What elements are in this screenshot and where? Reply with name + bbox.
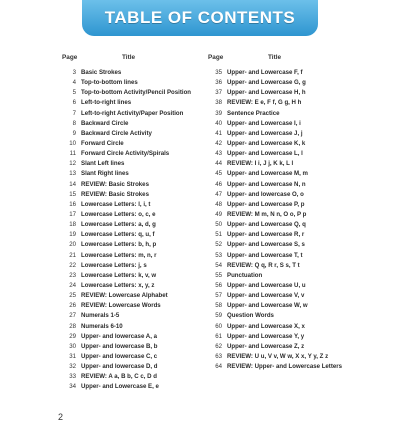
toc-entry-title: Lowercase Letters: m, n, r xyxy=(81,251,157,259)
title-column-label: Title xyxy=(268,54,282,61)
toc-page-number: 45 xyxy=(215,170,222,178)
toc-page-number: 16 xyxy=(69,200,76,208)
toc-entry-title: Upper- and lowercase C, c xyxy=(81,352,158,360)
toc-entry-title: Lowercase Letters: o, c, e xyxy=(81,210,156,218)
toc-page-number: 58 xyxy=(215,302,222,310)
toc-entry xyxy=(62,332,226,342)
column-header-right xyxy=(208,54,372,66)
toc-entry xyxy=(208,301,372,311)
title-banner xyxy=(82,0,318,36)
toc-entry xyxy=(208,200,372,210)
toc-entry xyxy=(62,200,226,210)
toc-entry-title: Lowercase Letters: l, i, t xyxy=(81,200,151,208)
toc-entry-title: Upper- and lowercase D, d xyxy=(81,363,158,371)
toc-entry-title: Question Words xyxy=(227,312,274,320)
toc-page-number: 33 xyxy=(69,373,76,381)
toc-page-number: 21 xyxy=(69,251,76,259)
toc-entry xyxy=(62,230,226,240)
toc-entry-title: REVIEW: Lowercase Words xyxy=(81,302,161,310)
toc-entry-title: Upper- and lowercase B, b xyxy=(81,342,158,350)
toc-page-number: 25 xyxy=(69,292,76,300)
toc-entry-title: REVIEW: Basic Strokes xyxy=(81,190,149,198)
toc-page-number: 49 xyxy=(215,210,222,218)
toc-entry xyxy=(208,210,372,220)
toc-page-number: 12 xyxy=(69,160,76,168)
toc-entry-title: Backward Circle xyxy=(81,119,129,127)
toc-entry xyxy=(208,88,372,98)
toc-entry xyxy=(208,230,372,240)
toc-page-number: 50 xyxy=(215,221,222,229)
toc-entry-title: Slant Right lines xyxy=(81,170,129,178)
toc-page-number: 39 xyxy=(215,109,222,117)
toc-page-number: 57 xyxy=(215,292,222,300)
toc-page-number: 62 xyxy=(215,342,222,350)
toc-entry xyxy=(62,261,226,271)
toc-entry xyxy=(62,301,226,311)
toc-entry-title: Upper- and Lowercase P, p xyxy=(227,200,305,208)
toc-column-left xyxy=(62,54,226,393)
toc-entry xyxy=(62,220,226,230)
toc-page-number: 13 xyxy=(69,170,76,178)
toc-page-number: 4 xyxy=(72,79,76,87)
toc-page-number: 42 xyxy=(215,139,222,147)
toc-entry-title: Upper- and Lowercase J, j xyxy=(227,129,303,137)
toc-entry-title: Top-to-bottom Activity/Pencil Position xyxy=(81,89,192,97)
toc-entry xyxy=(62,109,226,119)
toc-entry-title: REVIEW: A a, B b, C c, D d xyxy=(81,373,157,381)
toc-page-number: 17 xyxy=(69,210,76,218)
toc-entry xyxy=(208,291,372,301)
toc-page-number: 36 xyxy=(215,79,222,87)
page-number: 2 xyxy=(58,412,64,422)
toc-page-number: 53 xyxy=(215,251,222,259)
toc-page-number: 63 xyxy=(215,352,222,360)
toc-entry xyxy=(208,119,372,129)
toc-page-number: 7 xyxy=(72,109,76,117)
toc-entry xyxy=(208,169,372,179)
toc-entry xyxy=(208,332,372,342)
toc-page-number: 27 xyxy=(69,312,76,320)
toc-entry-title: REVIEW: Upper- and Lowercase Letters xyxy=(227,363,343,371)
toc-page-number: 44 xyxy=(215,160,222,168)
toc-entry xyxy=(208,311,372,321)
toc-entry xyxy=(62,362,226,372)
toc-entry xyxy=(62,190,226,200)
toc-entry xyxy=(208,98,372,108)
toc-entry xyxy=(208,68,372,78)
toc-page-number: 40 xyxy=(215,119,222,127)
toc-entry xyxy=(208,352,372,362)
toc-entry-title: Upper- and Lowercase R, r xyxy=(227,231,305,239)
toc-entry xyxy=(208,240,372,250)
toc-page-number: 11 xyxy=(69,150,76,158)
toc-entry xyxy=(62,68,226,78)
toc-entry xyxy=(208,180,372,190)
toc-entry xyxy=(62,271,226,281)
toc-entry-title: Lowercase Letters: q, u, f xyxy=(81,231,155,239)
toc-entry-title: Forward Circle xyxy=(81,139,124,147)
toc-page-number: 10 xyxy=(69,139,76,147)
toc-entry-title: Upper- and Lowercase L, l xyxy=(227,150,303,158)
toc-entry-title: REVIEW: E e, F f, G g, H h xyxy=(227,99,302,107)
toc-page-number: 34 xyxy=(69,383,76,391)
toc-entry-title: Upper- and Lowercase M, m xyxy=(227,170,308,178)
toc-entry xyxy=(62,210,226,220)
toc-page-number: 5 xyxy=(72,89,76,97)
title-column-label: Title xyxy=(122,54,136,61)
toc-page-number: 24 xyxy=(69,281,76,289)
page-column-label: Page xyxy=(208,54,224,61)
column-header-left xyxy=(62,54,226,66)
toc-entry-title: REVIEW: U u, V v, W w, X x, Y y, Z z xyxy=(227,352,329,360)
toc-entry-title: Lowercase Letters: j, s xyxy=(81,261,147,269)
toc-entry-title: Upper- and lowercase A, a xyxy=(81,332,157,340)
toc-list-left xyxy=(62,68,226,393)
toc-page-number: 14 xyxy=(69,180,76,188)
toc-page-number: 19 xyxy=(69,231,76,239)
toc-entry xyxy=(208,220,372,230)
toc-entry-title: Left-to-right lines xyxy=(81,99,132,107)
toc-page-number: 37 xyxy=(215,89,222,97)
toc-entry xyxy=(208,342,372,352)
toc-entry-title: Lowercase Letters: x, y, z xyxy=(81,281,155,289)
toc-entry xyxy=(62,240,226,250)
toc-entry-title: REVIEW: M m, N n, O o, P p xyxy=(227,210,307,218)
toc-entry-title: REVIEW: Basic Strokes xyxy=(81,180,149,188)
page-title: TABLE OF CONTENTS xyxy=(104,8,296,27)
toc-page-number: 56 xyxy=(215,281,222,289)
toc-entry xyxy=(62,342,226,352)
toc-entry xyxy=(208,261,372,271)
toc-page-number: 43 xyxy=(215,150,222,158)
toc-entry-title: Upper- and Lowercase X, x xyxy=(227,322,305,330)
toc-entry-title: Upper- and Lowercase S, s xyxy=(227,241,305,249)
toc-entry xyxy=(62,139,226,149)
toc-entry-title: Upper- and Lowercase T, t xyxy=(227,251,303,259)
toc-entry xyxy=(62,281,226,291)
toc-page-number: 47 xyxy=(215,190,222,198)
toc-entry-title: Punctuation xyxy=(227,271,263,279)
toc-entry-title: REVIEW: Lowercase Alphabet xyxy=(81,292,168,300)
toc-page-number: 28 xyxy=(69,322,76,330)
toc-page-number: 59 xyxy=(215,312,222,320)
toc-entry-title: Lowercase Letters: b, h, p xyxy=(81,241,157,249)
toc-page-number: 30 xyxy=(69,342,76,350)
toc-page-number: 8 xyxy=(72,119,76,127)
toc-entry-title: REVIEW: Q q, R r, S s, T t xyxy=(227,261,300,269)
toc-page-number: 26 xyxy=(69,302,76,310)
toc-page-number: 38 xyxy=(215,99,222,107)
toc-entry xyxy=(208,78,372,88)
toc-page-number: 55 xyxy=(215,271,222,279)
toc-entry-title: Numerals 1-5 xyxy=(81,312,120,320)
toc-entry-title: Upper- and Lowercase Q, q xyxy=(227,221,306,229)
toc-entry xyxy=(208,251,372,261)
toc-entry xyxy=(208,322,372,332)
toc-entry xyxy=(62,98,226,108)
toc-entry-title: Lowercase Letters: a, d, g xyxy=(81,221,156,229)
toc-column-right xyxy=(208,54,372,372)
toc-entry-title: Upper- and Lowercase H, h xyxy=(227,89,306,97)
toc-page-number: 9 xyxy=(72,129,76,137)
toc-entry-title: Upper- and Lowercase N, n xyxy=(227,180,306,188)
toc-entry-title: Basic Strokes xyxy=(81,69,122,76)
toc-entry-title: Upper- and lowercase O, o xyxy=(227,190,304,198)
toc-entry xyxy=(62,159,226,169)
toc-page-number: 20 xyxy=(69,241,76,249)
toc-entry-title: Sentence Practice xyxy=(227,109,280,117)
toc-entry-title: Upper- and Lowercase I, i xyxy=(227,119,301,127)
toc-page-number: 31 xyxy=(69,352,76,360)
toc-entry xyxy=(62,169,226,179)
toc-entry-title: Top-to-bottom lines xyxy=(81,79,138,87)
toc-entry xyxy=(208,129,372,139)
toc-entry-title: Upper- and Lowercase Z, z xyxy=(227,342,305,350)
toc-entry xyxy=(208,159,372,169)
toc-entry-title: Upper- and Lowercase E, e xyxy=(81,383,159,391)
toc-page-number: 23 xyxy=(69,271,76,279)
toc-entry xyxy=(208,271,372,281)
toc-entry-title: Upper- and Lowercase K, k xyxy=(227,139,306,147)
toc-entry xyxy=(62,78,226,88)
toc-entry-title: Lowercase Letters: k, v, w xyxy=(81,271,157,279)
toc-entry xyxy=(208,281,372,291)
toc-page-number: 41 xyxy=(215,129,222,137)
toc-entry xyxy=(62,291,226,301)
toc-page-number: 35 xyxy=(215,69,222,76)
toc-entry xyxy=(208,362,372,372)
toc-entry xyxy=(62,251,226,261)
toc-page-number: 64 xyxy=(215,363,222,371)
toc-entry xyxy=(62,352,226,362)
toc-entry-title: Upper- and Lowercase F, f xyxy=(227,69,303,76)
toc-entry xyxy=(62,149,226,159)
toc-entry xyxy=(62,372,226,382)
toc-page-number: 6 xyxy=(72,99,76,107)
toc-entry xyxy=(208,190,372,200)
toc-page-number: 32 xyxy=(69,363,76,371)
toc-entry xyxy=(62,180,226,190)
toc-page-number: 18 xyxy=(69,221,76,229)
toc-entry xyxy=(208,109,372,119)
toc-entry xyxy=(62,119,226,129)
toc-entry xyxy=(62,322,226,332)
toc-page-number: 3 xyxy=(72,69,76,76)
toc-page-number: 22 xyxy=(69,261,76,269)
toc-entry-title: Upper- and Lowercase G, g xyxy=(227,79,306,87)
toc-entry-title: Upper- and Lowercase W, w xyxy=(227,302,308,310)
toc-entry xyxy=(62,129,226,139)
page-column-label: Page xyxy=(62,54,78,61)
toc-entry xyxy=(62,382,226,392)
toc-page-number: 61 xyxy=(215,332,222,340)
toc-entry-title: Numerals 6-10 xyxy=(81,322,123,330)
toc-entry xyxy=(208,149,372,159)
toc-page-number: 60 xyxy=(215,322,222,330)
toc-entry-title: REVIEW: I i, J j, K k, L l xyxy=(227,160,294,168)
toc-list-right xyxy=(208,68,372,372)
toc-page-number: 51 xyxy=(215,231,222,239)
toc-page-number: 54 xyxy=(215,261,222,269)
toc-entry-title: Upper- and Lowercase U, u xyxy=(227,281,306,289)
toc-page-number: 15 xyxy=(69,190,76,198)
toc-page-number: 29 xyxy=(69,332,76,340)
toc-entry-title: Upper- and Lowercase Y, y xyxy=(227,332,305,340)
toc-entry-title: Backward Circle Activity xyxy=(81,129,152,137)
toc-page-number: 46 xyxy=(215,180,222,188)
toc-entry xyxy=(62,88,226,98)
toc-entry xyxy=(208,139,372,149)
toc-entry xyxy=(62,311,226,321)
toc-entry-title: Left-to-right Activity/Paper Position xyxy=(81,109,184,117)
toc-page-number: 52 xyxy=(215,241,222,249)
toc-entry-title: Forward Circle Activity/Spirals xyxy=(81,150,170,158)
toc-page-number: 48 xyxy=(215,200,222,208)
toc-entry-title: Upper- and Lowercase V, v xyxy=(227,292,305,300)
toc-entry-title: Slant Left lines xyxy=(81,160,125,168)
